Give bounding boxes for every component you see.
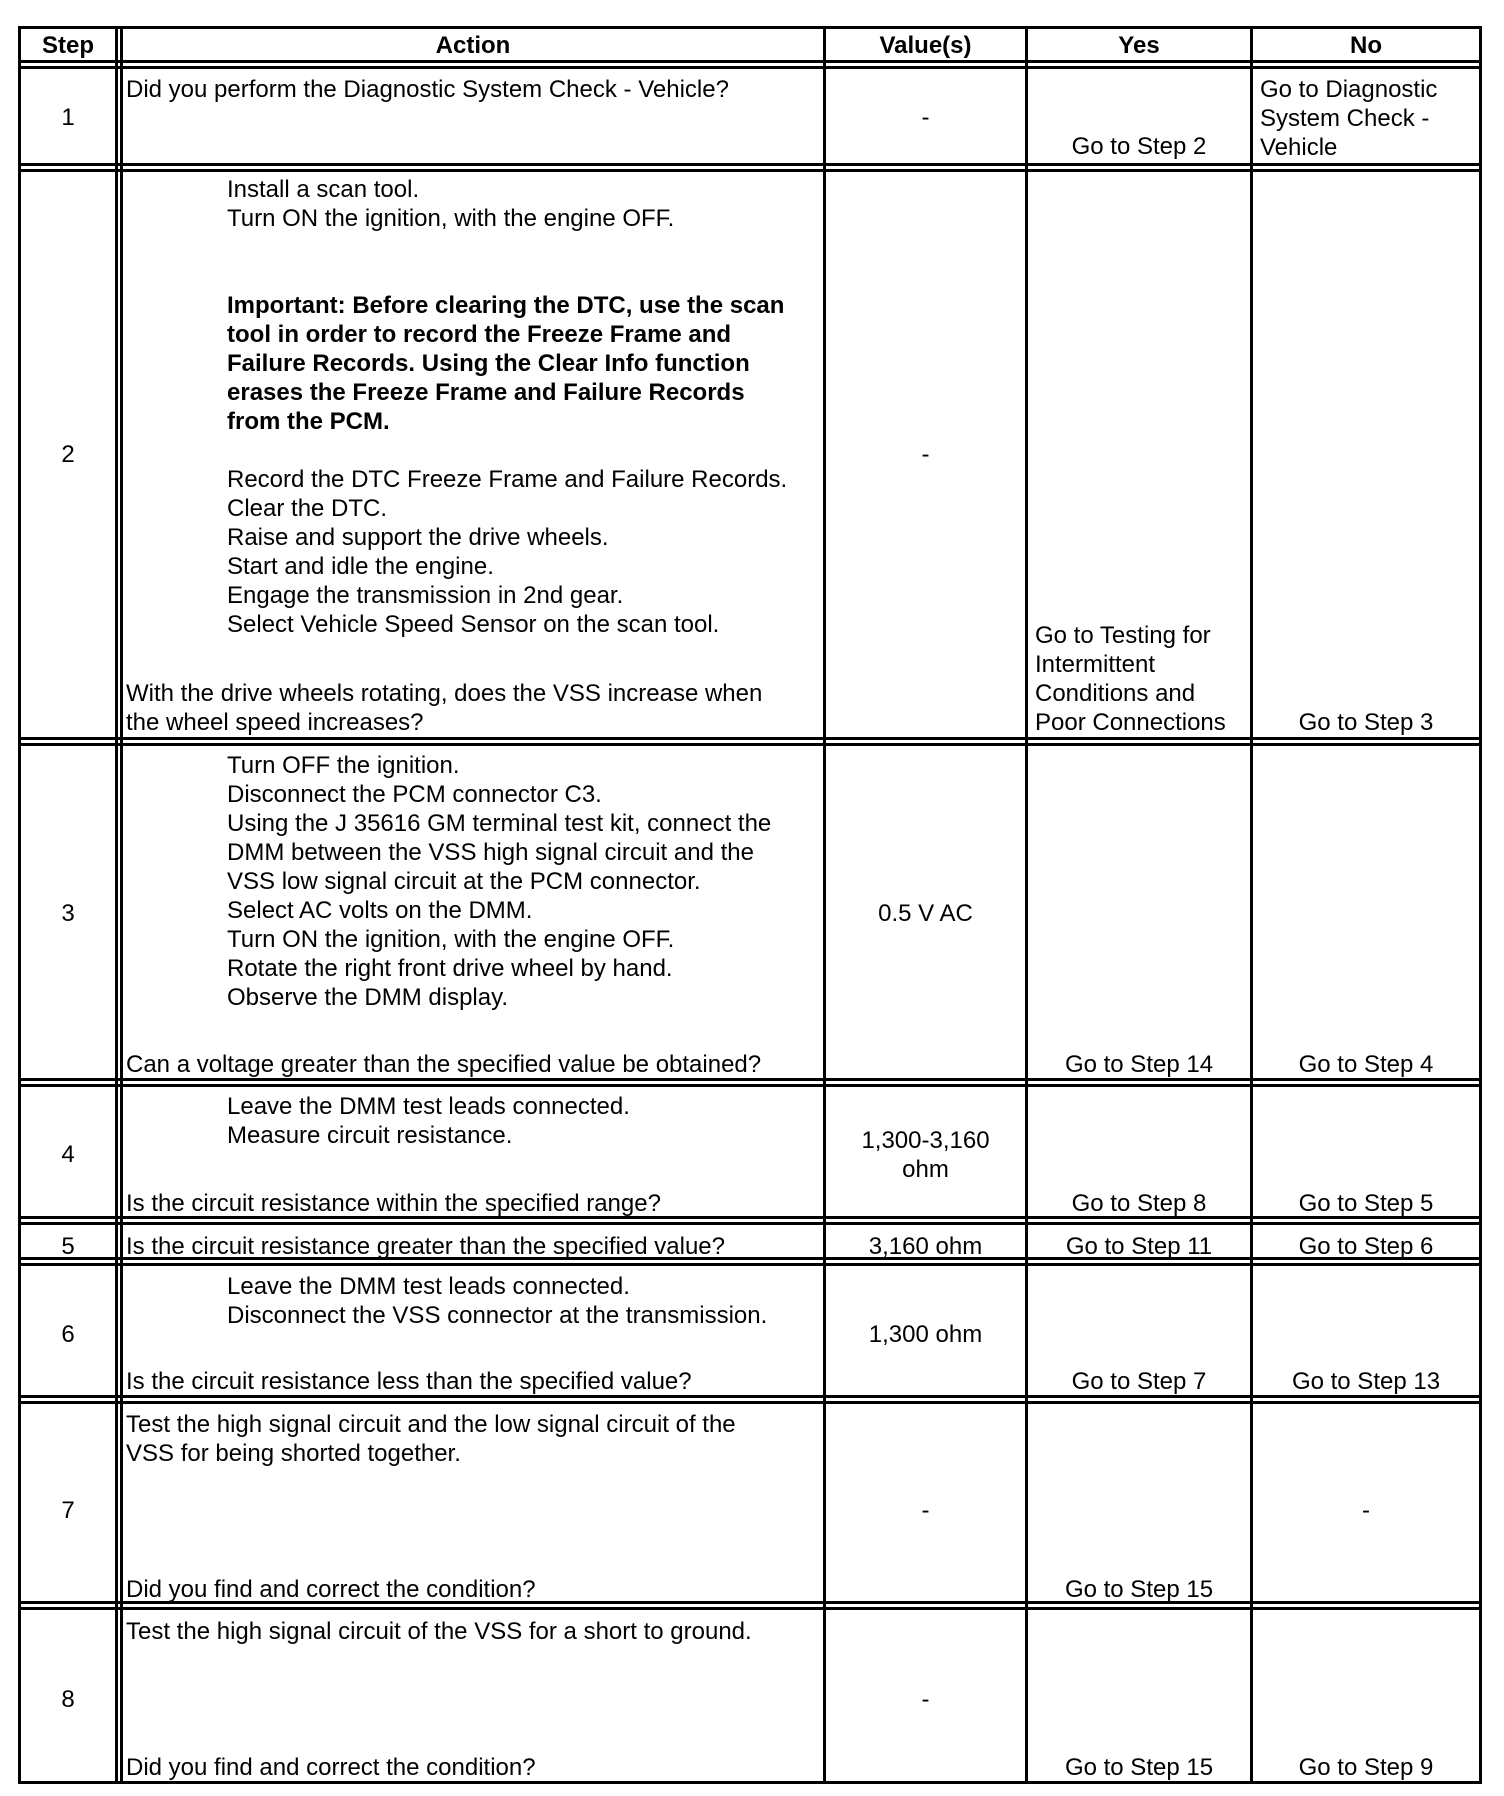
table-rule [18, 1263, 1482, 1266]
question-text: Did you find and correct the condition? [126, 1754, 536, 1781]
action-intro: Test the high signal circuit and the low signal circuit of the [126, 1411, 736, 1438]
action-step: Select AC volts on the DMM. [227, 897, 533, 924]
header-yes: Yes [1118, 32, 1160, 59]
value-text: - [921, 441, 930, 468]
header-step: Step [41, 32, 94, 59]
action-step: Raise and support the drive wheels. [227, 524, 609, 551]
no-action: Go to Step 6 [1298, 1233, 1434, 1260]
yes-action: Poor Connections [1035, 709, 1226, 736]
yes-action: Go to Testing for [1035, 622, 1211, 649]
action-step: Measure circuit resistance. [227, 1122, 513, 1149]
important-note: erases the Freeze Frame and Failure Records [227, 379, 745, 406]
table-rule [18, 1607, 1482, 1610]
yes-action: Go to Step 15 [1064, 1754, 1214, 1781]
step-number: 5 [61, 1233, 75, 1260]
yes-action: Conditions and [1035, 680, 1196, 707]
yes-action: Go to Step 7 [1071, 1368, 1207, 1395]
important-note: Failure Records. Using the Clear Info function [227, 350, 750, 377]
question-text: Is the circuit resistance within the specified range? [126, 1190, 661, 1217]
question-text: Can a voltage greater than the specified value be obtained? [126, 1051, 762, 1078]
value-text: 1,300 ohm [868, 1321, 983, 1348]
no-action: Go to Step 3 [1298, 709, 1434, 736]
header-action: Action [435, 32, 511, 59]
yes-action: Go to Step 8 [1071, 1190, 1207, 1217]
table-rule [120, 26, 123, 1784]
value-text: - [921, 1686, 930, 1713]
value-text: 1,300-3,160 [861, 1127, 990, 1154]
action-step: VSS low signal circuit at the PCM connector. [227, 868, 701, 895]
action-intro: VSS for being shorted together. [126, 1440, 461, 1467]
no-action: Go to Step 5 [1298, 1190, 1434, 1217]
action-step: Rotate the right front drive wheel by hand. [227, 955, 673, 982]
value-text: 3,160 ohm [868, 1233, 983, 1260]
table-rule [1479, 26, 1482, 1784]
no-action: Go to Step 4 [1298, 1051, 1434, 1078]
action-step: Using the J 35616 GM terminal test kit, connect the [227, 810, 772, 837]
question-text: the wheel speed increases? [126, 709, 424, 736]
no-action: Go to Step 9 [1298, 1754, 1434, 1781]
step-number: 3 [61, 900, 75, 927]
header-values: Value(s) [879, 32, 972, 59]
action-intro: Test the high signal circuit of the VSS for a short to ground. [126, 1618, 752, 1645]
yes-action: Intermittent [1035, 651, 1156, 678]
value-text: - [921, 1497, 930, 1524]
action-step: Turn ON the ignition, with the engine OFF. [227, 926, 675, 953]
table-rule [18, 1222, 1482, 1225]
action-step: Observe the DMM display. [227, 984, 508, 1011]
header-no: No [1350, 32, 1382, 59]
table-rule [1025, 26, 1028, 1784]
question-text: Did you find and correct the condition? [126, 1576, 536, 1603]
question-text: Is the circuit resistance greater than the specified value? [126, 1233, 725, 1260]
action-step: Install a scan tool. [227, 176, 420, 203]
table-rule [18, 163, 1482, 166]
table-rule [18, 26, 1482, 29]
question-text: Is the circuit resistance less than the specified value? [126, 1368, 692, 1395]
action-step: Leave the DMM test leads connected. [227, 1093, 630, 1120]
table-rule [18, 169, 1482, 172]
important-note: Important: Before clearing the DTC, use the scan [227, 292, 785, 319]
step-number: 7 [61, 1497, 75, 1524]
step-number: 2 [61, 441, 75, 468]
table-rule [18, 1401, 1482, 1404]
action-step: DMM between the VSS high signal circuit and the [227, 839, 754, 866]
question-text: Did you perform the Diagnostic System Check - Vehicle? [126, 76, 729, 103]
action-step: Turn ON the ignition, with the engine OFF. [227, 205, 675, 232]
action-step: Leave the DMM test leads connected. [227, 1273, 630, 1300]
step-number: 8 [61, 1686, 75, 1713]
action-step: Engage the transmission in 2nd gear. [227, 582, 624, 609]
table-rule [18, 743, 1482, 746]
value-text: - [921, 104, 930, 131]
value-text: 0.5 V AC [878, 900, 973, 927]
yes-action: Go to Step 11 [1065, 1233, 1213, 1260]
no-action: Go to Diagnostic [1260, 76, 1438, 103]
step-number: 4 [61, 1141, 75, 1168]
action-step: Select Vehicle Speed Sensor on the scan tool. [227, 611, 720, 638]
table-rule [115, 26, 118, 1784]
important-note: tool in order to record the Freeze Frame and [227, 321, 732, 348]
question-text: With the drive wheels rotating, does the VSS increase when [126, 680, 763, 707]
action-step: Start and idle the engine. [227, 553, 494, 580]
step-number: 6 [61, 1321, 75, 1348]
action-step: Disconnect the PCM connector C3. [227, 781, 602, 808]
no-action: Go to Step 13 [1291, 1368, 1441, 1395]
action-step: Turn OFF the ignition. [227, 752, 460, 779]
table-rule [18, 66, 1482, 69]
no-action: System Check - [1260, 105, 1430, 132]
yes-action: Go to Step 2 [1071, 133, 1207, 160]
yes-action: Go to Step 14 [1064, 1051, 1214, 1078]
table-rule [18, 1084, 1482, 1087]
table-rule [18, 60, 1482, 63]
no-action: - [1362, 1497, 1370, 1524]
step-number: 1 [61, 104, 75, 131]
important-note: from the PCM. [227, 408, 390, 435]
action-step: Disconnect the VSS connector at the transmission. [227, 1302, 768, 1329]
table-rule [18, 737, 1482, 740]
action-step: Clear the DTC. [227, 495, 388, 522]
no-action: Vehicle [1260, 134, 1338, 161]
action-step: Record the DTC Freeze Frame and Failure Records. [227, 466, 788, 493]
yes-action: Go to Step 15 [1064, 1576, 1214, 1603]
value-text: ohm [902, 1156, 949, 1183]
